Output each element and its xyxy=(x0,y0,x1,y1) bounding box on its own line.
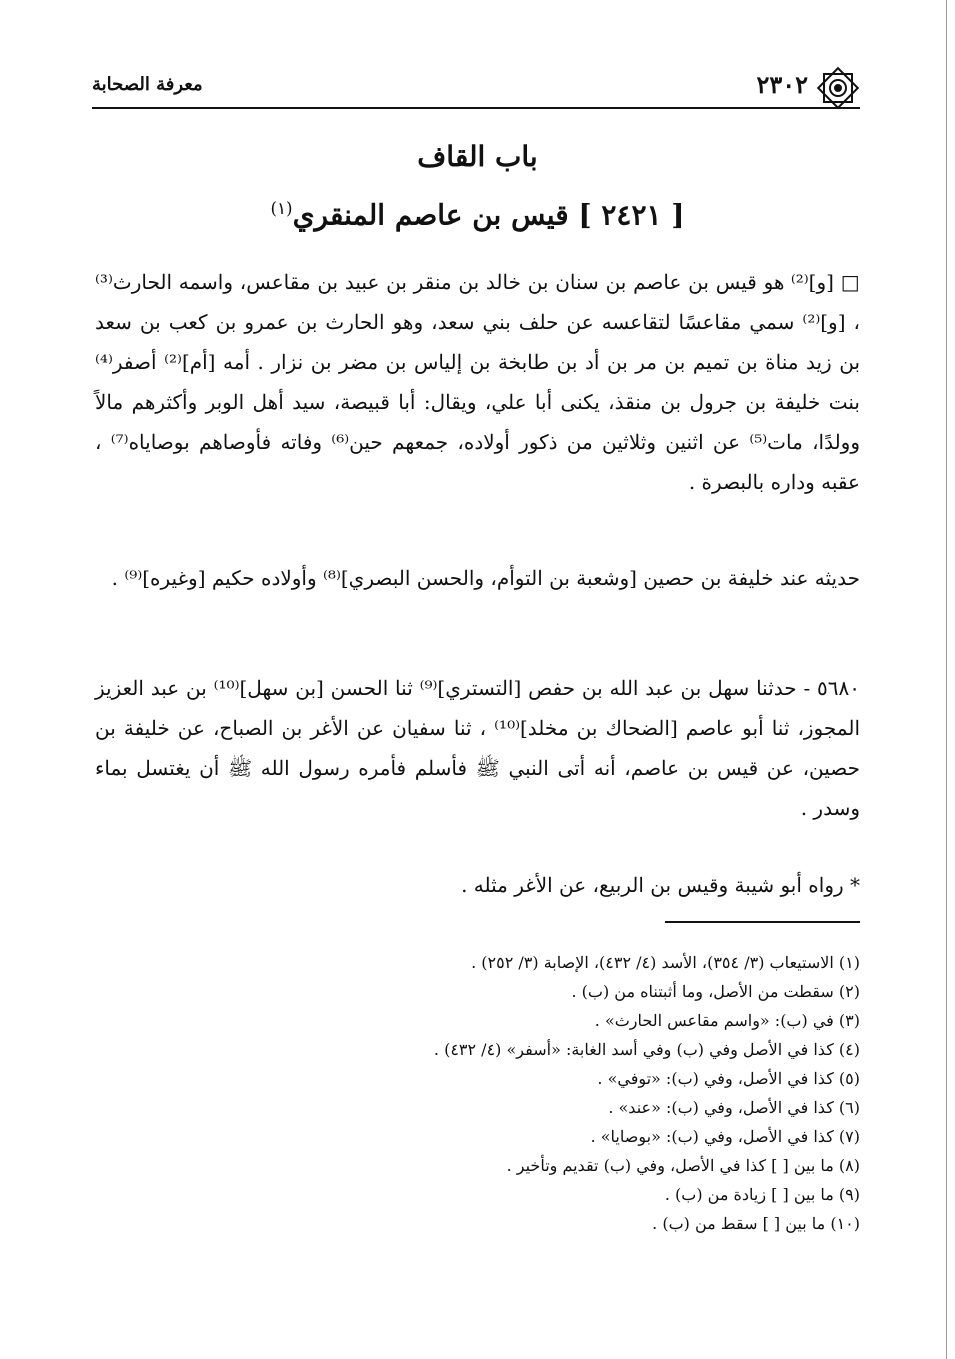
footnote-number: (٣) xyxy=(838,1011,860,1030)
footnote-text: في (ب): «واسم مقاعس الحارث» . xyxy=(594,1011,834,1030)
hadith-source-paragraph xyxy=(95,558,860,612)
footnote-text: كذا في الأصل، وفي (ب): «توفي» . xyxy=(597,1069,834,1088)
footnote-item xyxy=(95,1006,860,1035)
footnote-divider xyxy=(665,921,860,923)
footnote-number: (٤) xyxy=(838,1040,860,1059)
footnote-text: كذا في الأصل وفي (ب) وفي أسد الغابة: «أسفر» (٤/ ٤٣٢) . xyxy=(433,1040,834,1059)
footnote-text: الاستيعاب (٣/ ٣٥٤)، الأسد (٤/ ٤٣٢)، الإصابة (٣/ ٢٥٢) . xyxy=(471,953,834,972)
footnote-number: (٨) xyxy=(838,1156,860,1175)
octagram-ornament-icon xyxy=(816,66,860,110)
footnote-item xyxy=(95,1035,860,1064)
paragraph-text: □ [و]⁽²⁾ هو قيس بن عاصم بن سنان بن خالد بن منقر بن عبيد بن مقاعس، واسمه الحارث⁽³⁾ ، [و]⁽²⁾ سمي مقاعسًا لتقاعسه عن حلف بني سعد، وهو الحارث بن عمرو بن كعب بن سعد بن زيد مناة بن تميم بن مر بن أد بن طابخة بن إلياس بن مضر بن نزار . أمه [أم]⁽²⁾ أصفر⁽⁴⁾ بنت خليفة بن جرول بن منقذ، يكنى أبا علي، ويقال: أبا قبيصة، سيد أهل الوبر وأكثرهم مالاً وولدًا، مات⁽⁵⁾ عن اثنين وثلاثين من ذكور أولاده، جمعهم حين⁽⁶⁾ وفاته فأوصاهم بوصاياه⁽⁷⁾ ، عقبه وداره بالبصرة . xyxy=(95,270,861,494)
footnote-text: ما بين [ ] سقط من (ب) . xyxy=(652,1214,826,1233)
footnote-number: (١٠) xyxy=(830,1214,860,1233)
scan-edge-line xyxy=(946,0,947,1359)
paragraph-text: * رواه أبو شيبة وقيس بن الربيع، عن الأغر مثله . xyxy=(461,873,860,897)
book-title: معرفة الصحابة xyxy=(92,74,203,95)
footnote-number: (٥) xyxy=(838,1069,860,1088)
footnote-item xyxy=(95,1180,860,1209)
narration-note-paragraph xyxy=(95,865,860,919)
footnote-item xyxy=(95,1209,860,1238)
entry-title-note: (١) xyxy=(270,198,293,218)
chapter-title: باب القاف xyxy=(417,140,538,173)
paragraph-text: ٥٦٨٠ - حدثنا سهل بن عبد الله بن حفص [التستري]⁽⁹⁾ ثنا الحسن [بن سهل]⁽¹⁰⁾ بن عبد العزيز المجوز، ثنا أبو عاصم [الضحاك بن مخلد]⁽¹⁰⁾ ، ثنا سفيان عن الأغر بن الصباح، عن خليفة بن حصين، عن قيس بن عاصم، أنه أتى النبي ﷺ فأسلم فأمره رسول الله ﷺ أن يغتسل بماء وسدر . xyxy=(95,676,861,820)
page-number: ٢٣٠٢ xyxy=(756,70,808,99)
paragraph-text: حديثه عند خليفة بن حصين [وشعبة بن التوأم، والحسن البصري]⁽⁸⁾ وأولاده حكيم [وغيره]⁽⁹⁾ . xyxy=(111,566,860,590)
footnote-number: (٦) xyxy=(838,1098,860,1117)
footnote-item xyxy=(95,1064,860,1093)
header-divider xyxy=(92,107,860,109)
footnote-item xyxy=(95,977,860,1006)
footnote-text: كذا في الأصل، وفي (ب): «بوصايا» . xyxy=(590,1127,834,1146)
page-header xyxy=(92,58,860,108)
entry-title-text: [ ٢٤٢١ ] قيس بن عاصم المنقري xyxy=(292,198,685,232)
footnote-item xyxy=(95,1093,860,1122)
hadith-paragraph xyxy=(95,668,860,842)
footnote-number: (٧) xyxy=(838,1127,860,1146)
footnote-item xyxy=(95,1122,860,1151)
footnote-text: سقطت من الأصل، وما أثبتناه من (ب) . xyxy=(571,982,834,1001)
entry-title xyxy=(0,198,955,231)
footnotes xyxy=(95,948,860,1238)
footnote-text: ما بين [ ] زيادة من (ب) . xyxy=(664,1185,834,1204)
footnote-number: (٩) xyxy=(838,1185,860,1204)
footnote-item xyxy=(95,948,860,977)
biography-paragraph xyxy=(95,262,860,516)
footnote-text: ما بين [ ] كذا في الأصل، وفي (ب) تقديم وتأخير . xyxy=(506,1156,834,1175)
footnote-text: كذا في الأصل، وفي (ب): «عند» . xyxy=(608,1098,834,1117)
footnote-item xyxy=(95,1151,860,1180)
footnote-number: (١) xyxy=(838,953,860,972)
footnote-number: (٢) xyxy=(838,982,860,1001)
